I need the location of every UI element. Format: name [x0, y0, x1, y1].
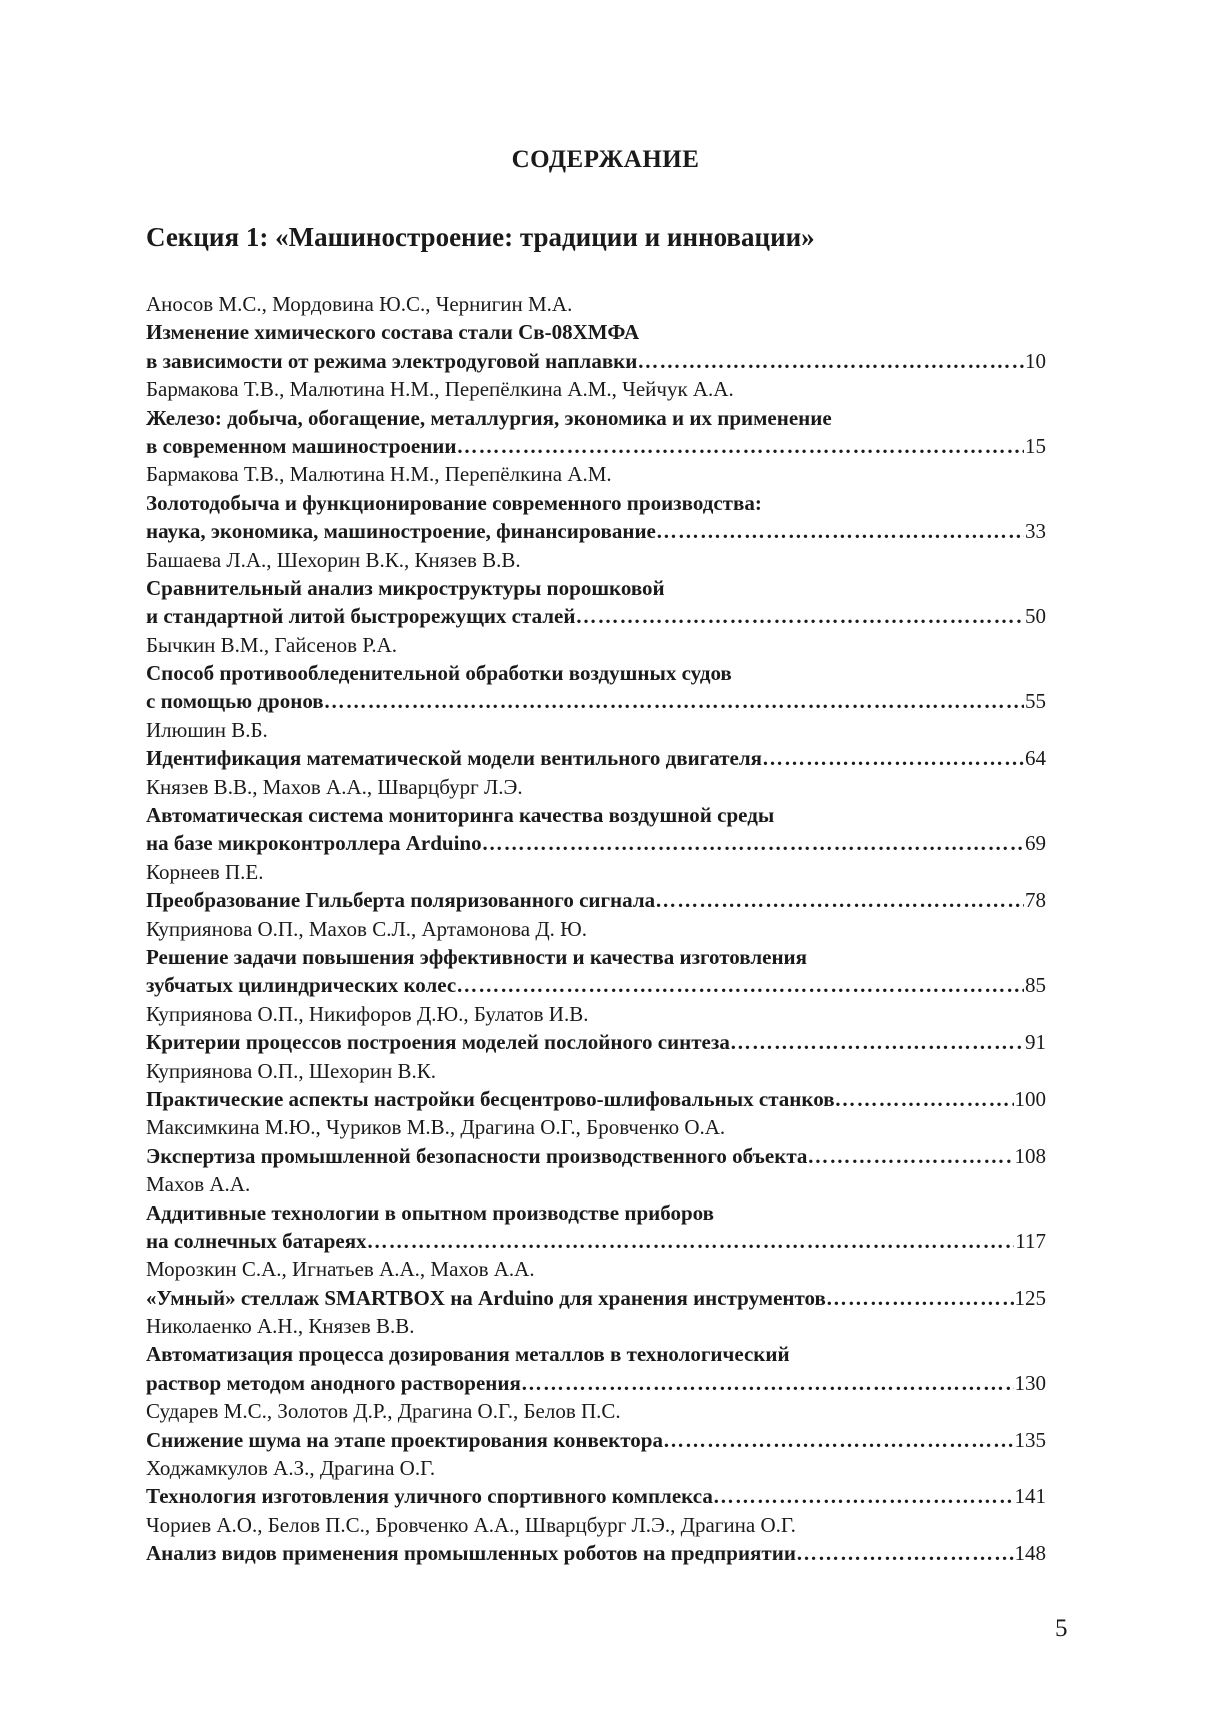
toc-title-with-page[interactable] [146, 602, 1046, 630]
toc-page-number: 100 [1014, 1086, 1046, 1111]
toc-entry [146, 1255, 1046, 1312]
toc-page-number: 125 [1014, 1285, 1046, 1310]
toc-authors: Ходжамкулов А.З., Драгина О.Г. [146, 1456, 436, 1481]
toc-title-line: Идентификация математической модели вентильного двигателя [146, 746, 762, 771]
toc-title-with-page[interactable] [146, 432, 1046, 460]
toc-page-number: 15 [1025, 433, 1046, 458]
toc-title-line: наука, экономика, машиностроение, финансирование [146, 519, 656, 544]
toc-title-with-page[interactable] [146, 517, 1046, 545]
toc-authors: Сударев М.С., Золотов Д.Р., Драгина О.Г., Белов П.С. [146, 1399, 621, 1424]
toc-title-with-page[interactable] [146, 744, 1046, 772]
toc-entry [146, 631, 1046, 716]
toc-authors: Бычкин В.М., Гайсенов Р.А. [146, 632, 398, 657]
toc-title-with-page[interactable] [146, 1142, 1046, 1170]
toc-entry [146, 460, 1046, 545]
dot-leader [637, 347, 1024, 375]
toc-title-line: на базе микроконтроллера Arduino [146, 831, 482, 856]
toc-title-line: на солнечных батареях [146, 1228, 367, 1253]
page-number: 5 [1055, 1615, 1068, 1642]
dot-leader [730, 1028, 1024, 1056]
toc-authors: Куприянова О.П., Махов С.Л., Артамонова Д. Ю. [146, 916, 587, 941]
dot-leader [457, 432, 1025, 460]
toc-entry [146, 375, 1046, 460]
dot-leader [655, 886, 1024, 914]
toc-authors: Максимкина М.Ю., Чуриков М.В., Драгина О.Г., Бровченко О.А. [146, 1115, 726, 1140]
toc-title-line: в зависимости от режима электродуговой наплавки [146, 348, 638, 373]
toc-authors: Куприянова О.П., Никифоров Д.Ю., Булатов И.В. [146, 1001, 589, 1026]
toc-authors: Бармакова Т.В., Малютина Н.М., Перепёлкина А.М. [146, 462, 612, 487]
toc-title-line: Решение задачи повышения эффективности и качества изготовления [146, 944, 808, 969]
toc-entry [146, 858, 1046, 915]
toc-page-number: 78 [1025, 888, 1046, 913]
toc-title-with-page[interactable] [146, 687, 1046, 715]
toc-entry [146, 1000, 1046, 1057]
toc-page-number: 69 [1025, 831, 1046, 856]
toc-title-line: Сравнительный анализ микроструктуры порошковой [146, 575, 665, 600]
toc-authors: Махов А.А. [146, 1172, 251, 1197]
toc-entry [146, 1511, 1046, 1568]
toc-authors: Куприянова О.П., Шехорин В.К. [146, 1058, 437, 1083]
toc-authors: Морозкин С.А., Игнатьев А.А., Махов А.А. [146, 1257, 535, 1282]
dot-leader [482, 829, 1024, 857]
toc-page-number: 50 [1025, 604, 1046, 629]
toc-title-line: Технология изготовления уличного спортивного комплекса [146, 1484, 713, 1509]
toc-entry [146, 773, 1046, 858]
dot-leader [663, 1426, 1014, 1454]
toc-title-line: Преобразование Гильберта поляризованного сигнала [146, 888, 656, 913]
toc-title-line: зубчатых цилиндрических колес [146, 973, 457, 998]
toc-entry [146, 1312, 1046, 1397]
toc-entry [146, 1057, 1046, 1114]
toc-entry [146, 1454, 1046, 1511]
dot-leader [713, 1482, 1014, 1510]
toc-authors: Илюшин В.Б. [146, 717, 268, 742]
toc-page-number: 141 [1014, 1484, 1046, 1509]
toc-page-number: 130 [1014, 1370, 1046, 1395]
toc-page-number: 55 [1025, 689, 1046, 714]
dot-leader [826, 1284, 1014, 1312]
dot-leader [367, 1227, 1015, 1255]
toc-page-number: 91 [1025, 1030, 1046, 1055]
dot-leader [575, 602, 1024, 630]
toc-title-with-page[interactable] [146, 1227, 1046, 1255]
toc-title-line: с помощью дронов [146, 689, 324, 714]
toc-title-with-page[interactable] [146, 971, 1046, 999]
toc-entry [146, 290, 1046, 375]
toc-entry [146, 716, 1046, 773]
toc-authors: Корнеев П.Е. [146, 859, 264, 884]
toc-entry [146, 1170, 1046, 1255]
toc-entry [146, 915, 1046, 1000]
toc-title-line: Способ противообледенительной обработки воздушных судов [146, 661, 732, 686]
toc-title-with-page[interactable] [146, 829, 1046, 857]
page-title: СОДЕРЖАНИЕ [511, 146, 700, 173]
toc-authors: Башаева Л.А., Шехорин В.К., Князев В.В. [146, 547, 521, 572]
toc-authors: Чориев А.О., Белов П.С., Бровченко А.А., Шварцбург Л.Э., Драгина О.Г. [146, 1512, 796, 1537]
dot-leader [521, 1369, 1014, 1397]
dot-leader [762, 744, 1024, 772]
toc-page-number: 33 [1025, 519, 1046, 544]
toc-title-with-page[interactable] [146, 1085, 1046, 1113]
dot-leader [835, 1085, 1014, 1113]
toc-authors: Князев В.В., Махов А.А., Шварцбург Л.Э. [146, 774, 523, 799]
toc-page-number: 85 [1025, 973, 1046, 998]
toc-page-number: 108 [1014, 1143, 1046, 1168]
toc-title-line: Практические аспекты настройки бесцентрово-шлифовальных станков [146, 1086, 835, 1111]
toc-title-line: Автоматизация процесса дозирования металлов в технологический [146, 1342, 790, 1367]
dot-leader [807, 1142, 1013, 1170]
table-of-contents [146, 290, 1046, 1568]
toc-title-line: в современном машиностроении [146, 433, 457, 458]
toc-entry [146, 546, 1046, 631]
toc-page-number: 117 [1015, 1228, 1046, 1253]
dot-leader [324, 687, 1024, 715]
toc-page-number: 64 [1025, 746, 1046, 771]
dot-leader [456, 971, 1024, 999]
section-heading: Секция 1: «Машиностроение: традиции и инновации» [146, 222, 815, 252]
toc-title-line: «Умный» стеллаж SMARTBOX на Arduino для хранения инструментов [146, 1285, 826, 1310]
toc-title-line: Критерии процессов построения моделей послойного синтеза [146, 1030, 730, 1055]
toc-title-line: раствор методом анодного растворения [146, 1370, 521, 1395]
toc-title-line: Снижение шума на этапе проектирования конвектора [146, 1427, 663, 1452]
toc-page-number: 10 [1025, 348, 1046, 373]
toc-title-with-page[interactable] [146, 1426, 1046, 1454]
toc-title-line: Автоматическая система мониторинга качества воздушной среды [146, 803, 775, 828]
toc-title-line: Изменение химического состава стали Св-08ХМФА [146, 320, 640, 345]
toc-title-with-page[interactable] [146, 886, 1046, 914]
toc-title-line: Аддитивные технологии в опытном производстве приборов [146, 1200, 714, 1225]
toc-authors: Аносов М.С., Мордовина Ю.С., Чернигин М.А. [146, 292, 573, 316]
toc-authors: Николаенко А.Н., Князев В.В. [146, 1314, 415, 1339]
toc-title-with-page[interactable] [146, 1369, 1046, 1397]
toc-title-with-page[interactable] [146, 1482, 1046, 1510]
toc-title-line: Золотодобыча и функционирование современного производства: [146, 490, 762, 515]
toc-title-with-page[interactable] [146, 1028, 1046, 1056]
dot-leader [796, 1539, 1014, 1567]
toc-page-number: 148 [1014, 1541, 1046, 1566]
toc-title-line: и стандартной литой быстрорежущих сталей [146, 604, 576, 629]
dot-leader [656, 517, 1024, 545]
toc-title-line: Анализ видов применения промышленных роботов на предприятии [146, 1541, 796, 1566]
toc-page-number: 135 [1014, 1427, 1046, 1452]
toc-entry [146, 1397, 1046, 1454]
toc-title-with-page[interactable] [146, 1284, 1046, 1312]
toc-title-line: Железо: добыча, обогащение, металлургия, экономика и их применение [146, 405, 832, 430]
toc-title-line: Экспертиза промышленной безопасности производственного объекта [146, 1143, 808, 1168]
toc-entry [146, 1113, 1046, 1170]
toc-authors: Бармакова Т.В., Малютина Н.М., Перепёлкина А.М., Чейчук А.А. [146, 377, 734, 402]
toc-title-with-page[interactable] [146, 347, 1046, 375]
toc-title-with-page[interactable] [146, 1539, 1046, 1567]
